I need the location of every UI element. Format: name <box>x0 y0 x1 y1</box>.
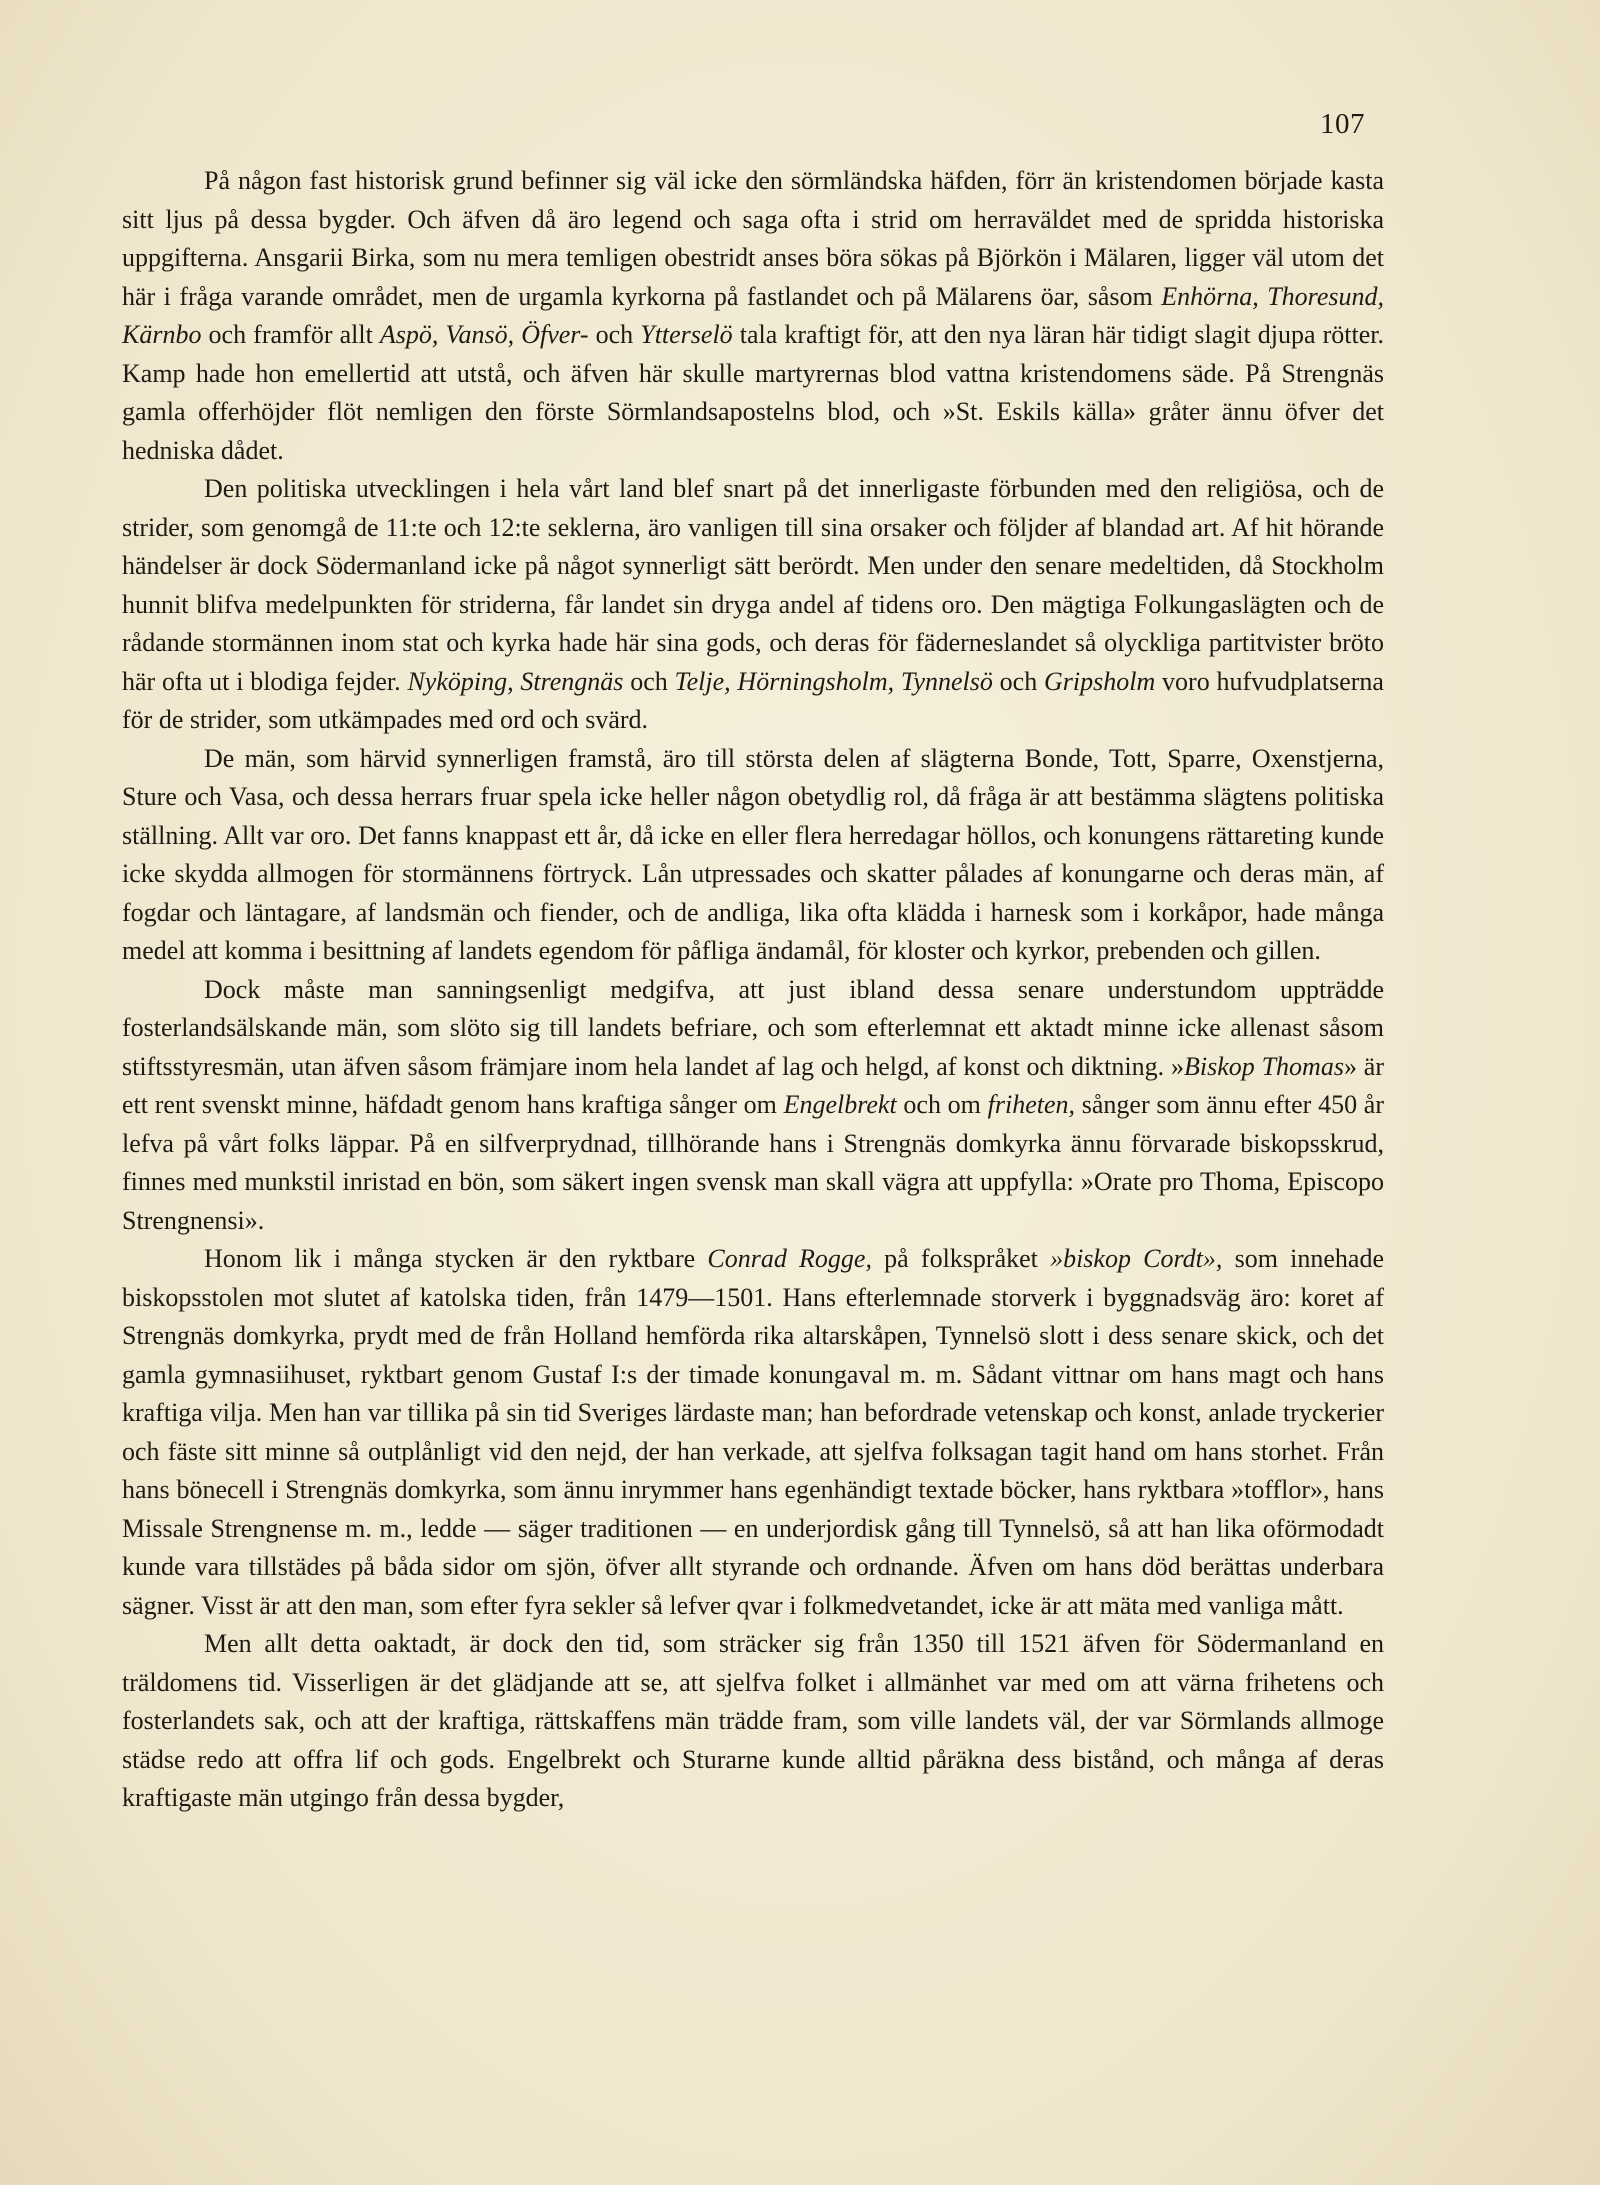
place-names: Aspö, Vansö, Öfver- <box>379 320 589 349</box>
text-run: voro hufvudplatserna för de strider, som utkämpades med ord och svärd. <box>122 666 1384 734</box>
text-run: På någon fast historisk grund befinner sig väl icke den sörmländska häfden, förr än kristendomen började kasta sitt ljus på dessa bygder. Och äfven då äro legend och saga ofta i strid om herraväldet med de spridda historiska uppgifterna. Ansgarii Birka, som nu mera temligen obestridt anses böra sökas på Björkön i Mälaren, ligger väl utom det här i fråga varande området, men de urgamla kyrkorna på fastlandet och på Mälarens öar, såsom <box>122 166 1384 311</box>
place-names: Enhörna, Thoresund, Kärnbo <box>122 281 1384 349</box>
text-run: och <box>992 666 1044 696</box>
paragraph <box>122 1625 1384 1818</box>
body-text <box>122 162 1384 1818</box>
paragraph <box>122 470 1384 740</box>
text-run: Men allt detta oaktadt, är dock den tid, som sträcker sig från 1350 till 1521 äfven för Södermanland en träldomens tid. Visserligen är det glädjande att se, att sjelfva folket i allmänhet var med om att värna frihetens och fosterlandets sak, och att der kraftiga, rättskaffens män trädde fram, som ville landets väl, der var Sörmlands allmoge städse redo att offra lif och gods. Engelbrekt och Sturarne kunde alltid påräkna dess bistånd, och många af deras kraftigaste män utgingo från dessa bygder, <box>122 1629 1384 1812</box>
text-run: och <box>588 320 641 349</box>
paragraph <box>122 740 1384 971</box>
text-run: sånger som ännu efter 450 år lefva på vårt folks läppar. På en silfverprydnad, tillhörande hans i Strengnäs domkyrka ännu förvarade biskopsskrud, finnes med munkstil inristad en bön, som säkert ingen svensk man skall vägra att uppfylla: »Orate pro Thoma, Episcopo Strengnensi». <box>122 1090 1384 1235</box>
text-run: och om <box>896 1090 988 1119</box>
emphasis: Biskop Thomas <box>1183 1051 1344 1081</box>
emphasis: »biskop Cordt», <box>1050 1244 1223 1273</box>
place-names: Nyköping, Strengnäs <box>407 666 624 696</box>
emphasis: friheten, <box>987 1090 1076 1119</box>
text-run: tala kraftigt för, att den nya läran här tidigt slagit djupa rötter. Kamp hade hon emellertid att utstå, och äfven här skulle martyrernas blod vattna kristendomens säde. På Strengnäs gamla offerhöjder flöt nemligen den förste Sörmlandsapostelns blod, och »St. Eskils källa» gråter ännu öfver det hedniska dådet. <box>122 320 1384 465</box>
text-run: De män, som härvid synnerligen framstå, äro till största delen af slägterna Bonde, Tott, Sparre, Oxenstjerna, Sture och Vasa, och dessa herrars fruar spela icke heller någon obetydlig rol, då fråga är att bestämma slägtens politiska ställning. Allt var oro. Det fanns knappast ett år, då icke en eller flera herredagar höllos, och konungens rättareting kunde icke skydda allmogen för stormännens förtryck. Lån utpressades och skatter pålades af konungarne och deras män, af fogdar och läntagare, af landsmän och fiender, och de andliga, lika ofta klädda i harnesk som i korkåpor, hade många medel att komma i besittning af landets egendom för påfliga ändamål, för kloster och kyrkor, prebenden och gillen. <box>122 743 1384 965</box>
place-names: Telje, Hörningsholm, Tynnelsö <box>674 666 993 696</box>
text-run: och <box>623 666 675 696</box>
emphasis: Conrad Rogge, <box>707 1244 872 1273</box>
text-run: och framför allt <box>201 320 380 349</box>
text-run: Dock måste man sanningsenligt medgifva, att just ibland dessa senare understundom uppträdde fosterlandsälskande män, som slöto sig till landets befriare, och som efterlemnat ett aktadt minne icke allenast såsom stiftsstyresmän, utan äfven såsom främjare inom hela landet af lag och helgd, af konst och diktning. » <box>122 974 1384 1081</box>
page-number: 107 <box>1320 108 1365 140</box>
paragraph <box>122 971 1384 1241</box>
text-run: Den politiska utvecklingen i hela vårt land blef snart på det innerligaste förbunden med den religiösa, och de strider, som genomgå de 11:te och 12:te seklerna, äro vanligen till sina orsaker och följder af blandad art. Af hit hörande händelser är dock Södermanland icke på något synnerligt sätt berördt. Men under den senare medeltiden, då Stockholm hunnit blifva medelpunkten för striderna, får landet sin dryga andel af tidens oro. Den mägtiga Folkungaslägten och de rådande stormännen inom stat och kyrka hade här sina gods, och deras för fäderneslandet så olyckliga partitvister bröto här ofta ut i blodiga fejder. <box>122 474 1384 696</box>
text-run: som innehade biskopsstolen mot slutet af katolska tiden, från 1479—1501. Hans efterlemnade storverk i byggnadsväg äro: koret af Strengnäs domkyrka, prydt med de från Holland hemförda rika altarskåpen, Tynnelsö slott i dess senare skick, och det gamla gymnasiihuset, ryktbart genom Gustaf I:s der timade konungaval m. m. Sådant vittnar om hans magt och hans kraftiga vilja. Men han var tillika på sin tid Sveriges lärdaste man; han befordrade vetenskap och konst, anlade tryckerier och fäste sitt minne så outplånligt vid den nejd, der han verkade, att sjelfva folksagan tagit hand om hans storhet. Från hans bönecell i Strengnäs domkyrka, som ännu inrymmer hans egenhändigt textade böcker, hans ryktbara »tofflor», hans Missale Strengnense m. m., ledde — säger traditionen — en underjordisk gång till Tynnelsö, så att han lika oförmodadt kunde vara tillstädes på båda sidor om sjön, öfver allt styrande och ordnande. Äfven om hans död berättas underbara sägner. Visst är att den man, som efter fyra sekler så lefver qvar i folkmedvetandet, icke är att mäta med vanliga mått. <box>122 1244 1384 1620</box>
text-run: » är ett rent svenskt minne, häfdadt genom hans kraftiga sånger om <box>122 1051 1385 1119</box>
text-run: Honom lik i många stycken är den ryktbare <box>204 1244 708 1273</box>
paragraph <box>122 162 1384 470</box>
paragraph <box>122 1240 1384 1625</box>
place-name: Ytterselö <box>640 320 733 349</box>
emphasis: Engelbrekt <box>783 1090 897 1119</box>
text-run: på folkspråket <box>871 1244 1051 1273</box>
place-name: Gripsholm <box>1044 666 1156 696</box>
